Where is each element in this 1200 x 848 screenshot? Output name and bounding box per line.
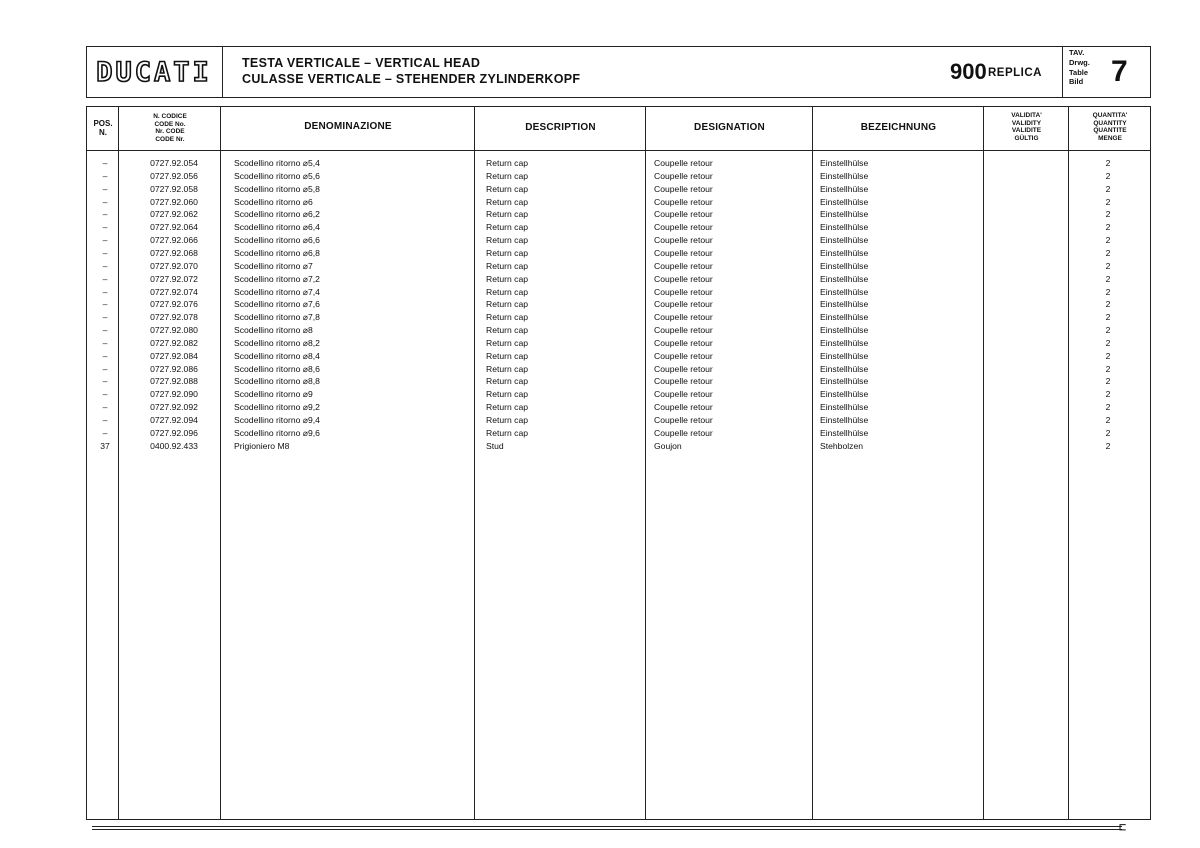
row-designation: Coupelle retour: [654, 312, 713, 323]
row-denominazione: Scodellino ritorno ⌀8,2: [234, 337, 320, 348]
row-code: 0727.92.074: [150, 286, 198, 297]
row-code: 0727.92.056: [150, 170, 198, 181]
row-code: 0727.92.054: [150, 158, 198, 168]
row-pos: –: [102, 196, 108, 207]
col-header-quantity-line: QUANTITY: [1093, 119, 1127, 127]
row-description: Return cap: [486, 247, 529, 258]
row-bezeichnung: Einstellhülse: [820, 235, 869, 246]
row-quantity: 2: [1105, 350, 1111, 361]
column-header-divider: [86, 150, 1151, 151]
model-number: 900: [950, 59, 987, 84]
row-designation: Coupelle retour: [654, 183, 713, 194]
row-description: Return cap: [486, 337, 529, 348]
row-pos: –: [102, 209, 108, 220]
table-row: [0, 389, 1200, 402]
row-description: Return cap: [486, 363, 529, 374]
row-bezeichnung: Einstellhülse: [820, 402, 869, 413]
row-pos: –: [102, 415, 108, 425]
row-denominazione: Scodellino ritorno ⌀5,4: [234, 158, 320, 168]
table-label: Drwg.: [1069, 57, 1090, 67]
row-pos: 37: [100, 440, 110, 451]
row-pos: –: [102, 222, 108, 233]
row-pos: –: [102, 299, 108, 310]
ducati-logo: DUCATI: [96, 57, 212, 88]
row-quantity: 2: [1105, 170, 1111, 181]
table-row: [0, 299, 1200, 312]
col-header-validity-line: VALIDITY: [1011, 119, 1042, 127]
row-quantity: 2: [1105, 415, 1111, 425]
row-description: Return cap: [486, 209, 529, 220]
row-denominazione: Scodellino ritorno ⌀8,8: [234, 376, 320, 387]
row-code: 0727.92.090: [150, 389, 198, 400]
table-row: [0, 235, 1200, 248]
row-code: 0727.92.086: [150, 363, 198, 374]
row-quantity: 2: [1105, 440, 1111, 451]
row-denominazione: Prigioniero M8: [234, 440, 290, 451]
table-row: [0, 274, 1200, 287]
row-designation: Coupelle retour: [654, 247, 713, 258]
row-designation: Coupelle retour: [654, 299, 713, 310]
table-row: [0, 209, 1200, 222]
row-quantity: 2: [1105, 222, 1111, 233]
footer-rule: [92, 826, 1122, 827]
row-pos: –: [102, 170, 108, 181]
row-code: 0727.92.066: [150, 235, 198, 246]
row-denominazione: Scodellino ritorno ⌀6: [234, 196, 313, 207]
row-code: 0727.92.062: [150, 209, 198, 220]
table-row: [0, 158, 1200, 171]
row-bezeichnung: Einstellhülse: [820, 389, 869, 400]
row-bezeichnung: Einstellhülse: [820, 286, 869, 297]
row-designation: Goujon: [654, 440, 682, 451]
row-designation: Coupelle retour: [654, 389, 713, 400]
row-pos: –: [102, 312, 108, 323]
row-bezeichnung: Einstellhülse: [820, 209, 869, 220]
row-designation: Coupelle retour: [654, 235, 713, 246]
col-header-validity-line: GÜLTIG: [1014, 134, 1039, 142]
row-quantity: 2: [1105, 209, 1111, 220]
row-denominazione: Scodellino ritorno ⌀7,2: [234, 273, 320, 284]
col-header-code: [120, 113, 220, 143]
table-row: [0, 287, 1200, 300]
row-pos: –: [102, 427, 108, 438]
row-pos: –: [102, 350, 108, 361]
row-code: 0727.92.084: [150, 350, 198, 361]
col-header-quantity-line: QUANTITE: [1093, 127, 1127, 134]
row-code: 0727.92.068: [150, 247, 198, 258]
header-divider-logo: [222, 46, 223, 98]
row-pos: –: [102, 235, 108, 246]
col-header-denominazione: DENOMINAZIONE: [304, 121, 392, 132]
table-row: [0, 364, 1200, 377]
footer-rule: [92, 829, 1122, 830]
table-row: [0, 197, 1200, 210]
row-denominazione: Scodellino ritorno ⌀8: [234, 325, 313, 336]
row-code: 0727.92.088: [150, 376, 198, 387]
row-denominazione: Scodellino ritorno ⌀6,8: [234, 247, 320, 258]
row-description: Return cap: [486, 273, 529, 284]
col-header-quantity: [1070, 112, 1150, 142]
table-row: [0, 248, 1200, 261]
row-description: Return cap: [486, 222, 529, 233]
row-code: 0727.92.078: [150, 312, 198, 323]
row-quantity: 2: [1105, 247, 1111, 258]
row-designation: Coupelle retour: [654, 350, 713, 361]
row-bezeichnung: Einstellhülse: [820, 158, 869, 168]
header-divider-table: [1062, 46, 1063, 98]
row-description: Return cap: [486, 260, 529, 271]
row-code: 0727.92.082: [150, 337, 198, 348]
row-designation: Coupelle retour: [654, 325, 713, 336]
table-row: [0, 402, 1200, 415]
row-pos: –: [102, 260, 108, 271]
row-quantity: 2: [1105, 299, 1111, 310]
row-quantity: 2: [1105, 389, 1111, 400]
row-pos: –: [102, 402, 108, 413]
row-denominazione: Scodellino ritorno ⌀9,4: [234, 415, 320, 425]
col-header-description: DESCRIPTION: [525, 122, 596, 133]
col-header-bezeichnung: BEZEICHNUNG: [860, 122, 937, 133]
col-header-code-line: Nr. CODE: [155, 128, 185, 135]
row-designation: Coupelle retour: [654, 402, 713, 413]
table-number: 7: [1111, 55, 1128, 88]
row-description: Return cap: [486, 286, 529, 297]
row-code: 0727.92.092: [150, 402, 198, 413]
row-bezeichnung: Einstellhülse: [820, 427, 869, 438]
row-pos: –: [102, 247, 108, 258]
row-designation: Coupelle retour: [654, 415, 713, 425]
table-row: [0, 222, 1200, 235]
table-label: Bild: [1069, 77, 1084, 87]
row-denominazione: Scodellino ritorno ⌀5,8: [234, 183, 320, 194]
row-code: 0727.92.094: [150, 415, 198, 425]
row-bezeichnung: Einstellhülse: [820, 350, 869, 361]
row-description: Return cap: [486, 389, 529, 400]
row-quantity: 2: [1105, 325, 1111, 336]
row-denominazione: Scodellino ritorno ⌀9,6: [234, 427, 320, 438]
row-description: Return cap: [486, 427, 529, 438]
model-name: REPLICA: [988, 67, 1042, 79]
row-pos: –: [102, 363, 108, 374]
row-description: Return cap: [486, 312, 529, 323]
row-designation: Coupelle retour: [654, 158, 713, 168]
row-quantity: 2: [1105, 402, 1111, 413]
table-row: [0, 312, 1200, 325]
table-row: [0, 351, 1200, 364]
row-description: Return cap: [486, 170, 529, 181]
table-label: Table: [1069, 67, 1089, 77]
row-quantity: 2: [1105, 427, 1111, 438]
row-description: Return cap: [486, 415, 529, 425]
col-header-validity-line: VALIDITA': [1011, 112, 1042, 119]
col-header-quantity-line: QUANTITA': [1092, 112, 1128, 119]
row-designation: Coupelle retour: [654, 260, 713, 271]
row-denominazione: Scodellino ritorno ⌀7,6: [234, 299, 320, 310]
row-designation: Coupelle retour: [654, 427, 713, 438]
row-denominazione: Scodellino ritorno ⌀6,2: [234, 209, 320, 220]
row-bezeichnung: Einstellhülse: [820, 312, 869, 323]
row-description: Return cap: [486, 158, 529, 168]
row-bezeichnung: Einstellhülse: [820, 260, 869, 271]
table-label: TAV.: [1069, 48, 1085, 57]
col-header-validity: [985, 112, 1068, 142]
col-header-code-line: CODE Nr.: [155, 135, 185, 143]
table-row: [0, 184, 1200, 197]
row-denominazione: Scodellino ritorno ⌀9,2: [234, 402, 320, 413]
row-quantity: 2: [1105, 286, 1111, 297]
row-bezeichnung: Einstellhülse: [820, 196, 869, 207]
row-pos: –: [102, 389, 108, 400]
row-quantity: 2: [1105, 312, 1111, 323]
row-pos: –: [102, 376, 108, 387]
row-code: 0727.92.060: [150, 196, 198, 207]
row-quantity: 2: [1105, 158, 1111, 168]
row-designation: Coupelle retour: [654, 273, 713, 284]
row-denominazione: Scodellino ritorno ⌀7,4: [234, 286, 320, 297]
col-header-pos-line: POS.: [93, 119, 113, 128]
table-row: [0, 415, 1200, 428]
row-pos: –: [102, 158, 108, 168]
row-denominazione: Scodellino ritorno ⌀6,4: [234, 222, 320, 233]
row-quantity: 2: [1105, 337, 1111, 348]
row-designation: Coupelle retour: [654, 286, 713, 297]
title-line-2: CULASSE VERTICALE – STEHENDER ZYLINDERKOPF: [242, 72, 581, 86]
table-row: [0, 261, 1200, 274]
row-description: Return cap: [486, 183, 529, 194]
row-bezeichnung: Einstellhülse: [820, 273, 869, 284]
col-header-code-line: CODE No.: [154, 120, 186, 128]
row-designation: Coupelle retour: [654, 170, 713, 181]
row-code: 0727.92.058: [150, 183, 198, 194]
row-denominazione: Scodellino ritorno ⌀8,6: [234, 363, 320, 374]
row-denominazione: Scodellino ritorno ⌀8,4: [234, 350, 320, 361]
row-quantity: 2: [1105, 183, 1111, 194]
col-header-validity-line: VALIDITE: [1011, 127, 1042, 134]
table-row: [0, 428, 1200, 441]
row-bezeichnung: Einstellhülse: [820, 363, 869, 374]
row-description: Return cap: [486, 196, 529, 207]
table-row: [0, 171, 1200, 184]
table-row: [0, 441, 1200, 454]
row-quantity: 2: [1105, 273, 1111, 284]
row-pos: –: [102, 273, 108, 284]
title-line-1: TESTA VERTICALE – VERTICAL HEAD: [242, 56, 481, 70]
col-header-pos-line: N.: [99, 128, 107, 137]
col-header-code-line: N. CODICE: [153, 113, 187, 120]
row-pos: –: [102, 337, 108, 348]
row-bezeichnung: Einstellhülse: [820, 299, 869, 310]
row-bezeichnung: Einstellhülse: [820, 222, 869, 233]
row-description: Return cap: [486, 299, 529, 310]
table-top-border: [86, 106, 1151, 107]
row-quantity: 2: [1105, 376, 1111, 387]
col-header-quantity-line: MENGE: [1098, 134, 1122, 142]
row-denominazione: Scodellino ritorno ⌀5,6: [234, 170, 320, 181]
row-quantity: 2: [1105, 235, 1111, 246]
row-code: 0727.92.070: [150, 260, 198, 271]
row-bezeichnung: Einstellhülse: [820, 170, 869, 181]
row-description: Return cap: [486, 350, 529, 361]
row-bezeichnung: Einstellhülse: [820, 376, 869, 387]
row-pos: –: [102, 183, 108, 194]
row-denominazione: Scodellino ritorno ⌀7: [234, 260, 313, 271]
row-bezeichnung: Einstellhülse: [820, 325, 869, 336]
table-row: [0, 325, 1200, 338]
row-designation: Coupelle retour: [654, 376, 713, 387]
row-bezeichnung: Einstellhülse: [820, 247, 869, 258]
row-designation: Coupelle retour: [654, 196, 713, 207]
row-code: 0727.92.072: [150, 273, 198, 284]
row-bezeichnung: Stehbolzen: [820, 440, 864, 451]
row-code: 0727.92.080: [150, 325, 198, 336]
row-bezeichnung: Einstellhülse: [820, 415, 869, 425]
row-designation: Coupelle retour: [654, 337, 713, 348]
row-code: 0727.92.064: [150, 222, 198, 233]
corner-mark-icon: ⊏: [1119, 820, 1127, 834]
row-bezeichnung: Einstellhülse: [820, 183, 869, 194]
row-quantity: 2: [1105, 196, 1111, 207]
row-denominazione: Scodellino ritorno ⌀6,6: [234, 235, 320, 246]
row-denominazione: Scodellino ritorno ⌀7,8: [234, 312, 320, 323]
row-denominazione: Scodellino ritorno ⌀9: [234, 389, 313, 400]
table-row: [0, 338, 1200, 351]
row-description: Stud: [486, 440, 504, 451]
row-description: Return cap: [486, 376, 529, 387]
col-header-pos: [88, 119, 118, 137]
col-header-designation: DESIGNATION: [694, 122, 765, 133]
row-code: 0400.92.433: [150, 440, 198, 451]
row-code: 0727.92.076: [150, 299, 198, 310]
table-labels: [1069, 48, 1090, 87]
row-code: 0727.92.096: [150, 427, 198, 438]
row-description: Return cap: [486, 325, 529, 336]
row-pos: –: [102, 325, 108, 336]
row-designation: Coupelle retour: [654, 222, 713, 233]
row-bezeichnung: Einstellhülse: [820, 337, 869, 348]
row-pos: –: [102, 286, 108, 297]
row-designation: Coupelle retour: [654, 209, 713, 220]
row-description: Return cap: [486, 402, 529, 413]
row-designation: Coupelle retour: [654, 363, 713, 374]
row-quantity: 2: [1105, 363, 1111, 374]
row-description: Return cap: [486, 235, 529, 246]
row-quantity: 2: [1105, 260, 1111, 271]
table-row: [0, 376, 1200, 389]
